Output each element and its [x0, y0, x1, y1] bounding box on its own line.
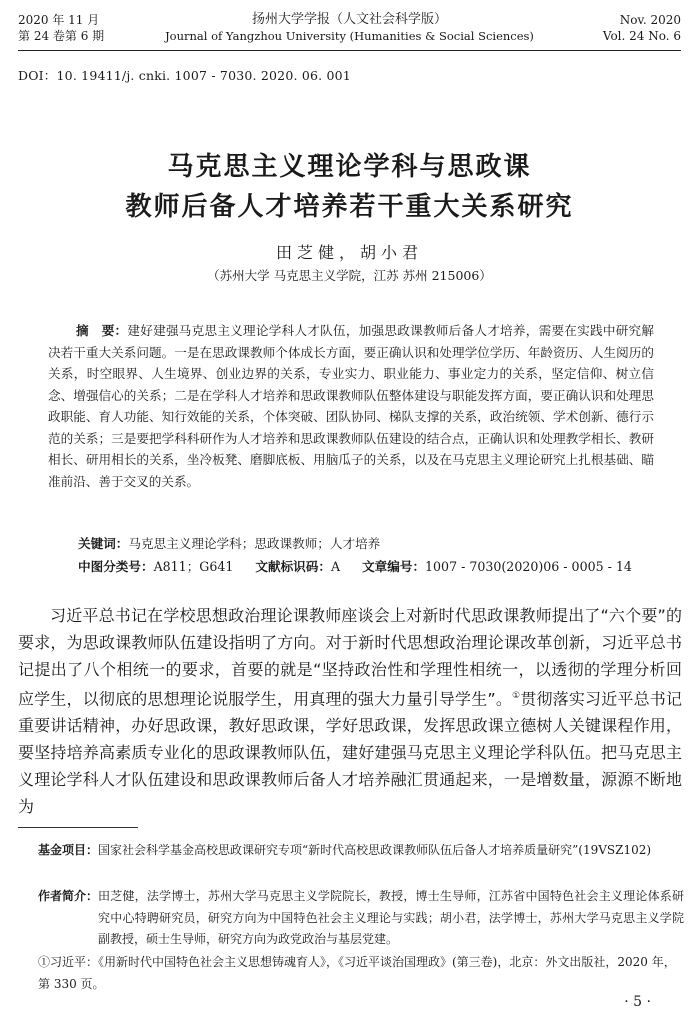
abstract — [48, 320, 654, 492]
doc-code-label: 文献标识码： — [255, 559, 331, 574]
article-number-value: 1007 - 7030(2020)06 - 0005 - 14 — [425, 559, 632, 574]
volume-issue-en: Vol. 24 No. 6 — [602, 29, 681, 43]
body-text-part1: 习近平总书记在学校思想政治理论课教师座谈会上对新时代思政课教师提出了“六个要”的要求，为思政课教师队伍建设指明了方向。对于新时代思想政治理论课改革创新，习近平总书记提出了八个相统一的要求，首要的就是“坚持政治性和学理性相统一，以透彻的学理分析回应学生，以彻底的思想理论说服学生，用真理的强大力量引导学生”。 — [18, 606, 682, 709]
header-rule — [18, 50, 681, 51]
classification — [78, 556, 632, 575]
article-title-line1: 马克思主义理论学科与思政课 — [167, 152, 532, 182]
journal-issue-date-en — [603, 12, 681, 44]
abstract-text: 建好建强马克思主义理论学科人才队伍，加强思政课教师后备人才培养，需要在实践中研究解决若干重大关系问题。一是在思政课教师个体成长方面，要正确认识和处理学位学历、年龄资历、人生阅历的关系，时空眼界、人生境界、创业边界的关系，专业实力、职业能力、事业定力的关系，坚定信仰、树立信念、增强信心的关系；二是在学科人才培养和思政课教师队伍整体建设与职能发挥方面，要正确认识和处理思政职能、育人功能、知行效能的关系，个体突破、团队协同、梯队支撑的关系，政治统领、学术创新、德行示范的关系；三是要把学科科研作为人才培养和思政课教师队伍建设的结合点，正确认识和处理教学相长、教研相长、研用相长的关系，坐冷板凳、磨脚底板、用脑瓜子的关系，以及在马克思主义理论研究上扎根基础、瞄准前沿、善于交叉的关系。 — [48, 323, 655, 489]
volume-issue: 第 24 卷第 6 期 — [18, 29, 105, 43]
journal-name — [0, 12, 699, 44]
author-bio-label: 作者简介： — [38, 889, 99, 903]
body-text-part2: 贯彻落实习近平总书记重要讲话精神，办好思政课，教好思政课，学好思政课，发挥思政课立德树人关键课程作用，要坚持培养高素质专业化的思政课教师队伍，建好建强马克思主义理论学科队伍。把马克思主义理论学科人才队伍建设和思政课教师后备人才培养融汇贯通起来，一是增数量，源源不断地为 — [18, 689, 682, 817]
fund-text: 国家社会科学基金高校思政课研究专项“新时代高校思政课教师队伍后备人才培养质量研究”(19VSZ102) — [98, 843, 652, 857]
keywords — [78, 533, 380, 552]
keywords-text: 马克思主义理论学科；思政课教师；人才培养 — [128, 536, 381, 551]
clc-label: 中图分类号： — [78, 559, 154, 574]
fund-label: 基金项目： — [38, 843, 99, 857]
fund-note — [38, 840, 684, 862]
authors: 田芝健，胡小君 — [275, 243, 423, 262]
journal-name-cn: 扬州大学学报（人文社会科学版） — [251, 12, 447, 27]
author-bio — [38, 886, 684, 951]
journal-name-en: Journal of Yangzhou University (Humanities & Social Sciences) — [165, 29, 534, 43]
keywords-label: 关键词： — [78, 536, 129, 551]
footnote-rule — [18, 827, 138, 828]
clc-value: A811；G641 — [153, 559, 234, 574]
article-title-line2: 教师后备人才培养若干重大关系研究 — [125, 192, 574, 222]
reference-footnote: ①习近平：《用新时代中国特色社会主义思想铸魂育人》，《习近平谈治国理政》(第三卷)，北京：外文出版社，2020 年，第 330 页。 — [38, 955, 676, 991]
author-bio-text: 田芝健，法学博士，苏州大学马克思主义学院院长，教授，博士生导师，江苏省中国特色社会主义理论体系研究中心特聘研究员，研究方向为中国特色社会主义理论与实践；胡小君，法学博士，苏州大学马克思主义学院副教授，硕士生导师，研究方向为政党政治与基层党建。 — [98, 889, 684, 946]
affiliation: （苏州大学 马克思主义学院，江苏 苏州 215006） — [207, 268, 492, 283]
body-paragraph — [18, 602, 682, 820]
issue-date: 2020 年 11 月 — [18, 13, 100, 27]
footnote-marker[interactable]: ① — [512, 691, 521, 701]
abstract-label: 摘 要： — [76, 323, 128, 338]
issue-date-en: Nov. 2020 — [619, 13, 681, 27]
doi[interactable]: DOI：10. 19411/j. cnki. 1007 - 7030. 2020. 06. 001 — [18, 68, 351, 83]
page-number: · 5 · — [624, 994, 651, 1010]
doc-code-value: A — [330, 559, 341, 574]
article-number-label: 文章编号： — [362, 559, 426, 574]
